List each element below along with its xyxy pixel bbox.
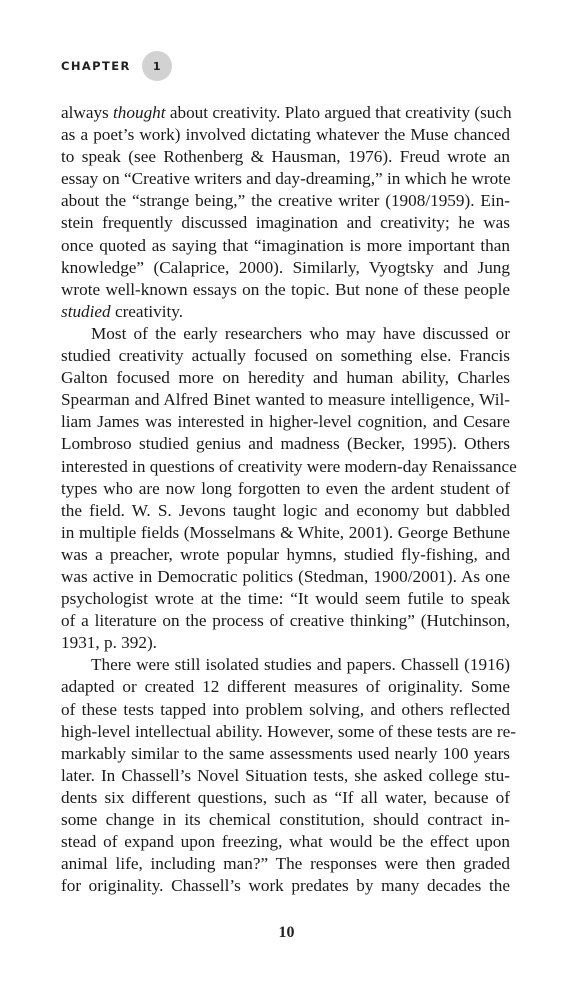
text-run: Most of the early researchers who may have discussed or (91, 323, 510, 343)
text-run: about the “strange being,” the creative writer (1908/1959). Ein- (61, 191, 510, 211)
text-line (61, 257, 510, 279)
text-run: liam James was interested in higher-level cognition, and Cesare (61, 412, 510, 432)
text-line (61, 124, 510, 146)
text-line (61, 146, 510, 168)
text-line (61, 743, 510, 765)
text-line (61, 721, 516, 743)
text-line (61, 367, 510, 389)
text-line (61, 323, 510, 345)
text-run: high-level intellectual ability. However, some of these tests are re- (61, 721, 516, 741)
text-line (61, 500, 510, 522)
text-run: of a literature on the process of creative thinking” (Hutchinson, (61, 611, 510, 631)
text-line (61, 676, 510, 698)
text-line (61, 190, 510, 212)
text-run: stead of expand upon freezing, what would be the effect upon (61, 832, 510, 852)
text-run: once quoted as saying that “imagination is more important than (61, 235, 510, 255)
text-run: adapted or created 12 different measures of originality. Some (61, 677, 510, 697)
text-line (61, 389, 510, 411)
text-line (61, 168, 510, 190)
running-header (61, 51, 172, 81)
text-line (61, 544, 510, 566)
text-line (61, 588, 510, 610)
paragraph (61, 102, 510, 323)
text-run: interested in questions of creativity were modern-day Renaissance (61, 456, 517, 476)
text-line (61, 522, 510, 544)
text-run: Galton focused more on heredity and human ability, Charles (61, 368, 510, 388)
text-line (61, 699, 510, 721)
paragraph (61, 654, 516, 897)
text-run: animal life, including man?” The responses were then graded (61, 854, 510, 874)
text-line (61, 632, 510, 654)
page-number: 10 (278, 924, 295, 941)
text-run: markably similar to the same assessments used nearly 100 years (61, 743, 510, 763)
text-run: as a poet’s work) involved dictating whatever the Muse chanced (61, 125, 510, 145)
text-run: to speak (see Rothenberg & Hausman, 1976). Freud wrote an (61, 147, 510, 167)
text-line (61, 566, 510, 588)
text-line (61, 787, 510, 809)
text-run: some change in its chemical constitution, should contract in- (61, 810, 510, 829)
text-run: 1931, p. 392). (61, 633, 157, 653)
text-run: was active in Democratic politics (Stedman, 1900/2001). As one (61, 566, 510, 586)
text-run: There were still isolated studies and papers. Chassell (1916) (91, 655, 510, 675)
text-run: Spearman and Alfred Binet wanted to measure intelligence, Wil- (61, 390, 510, 410)
text-run: dents six different questions, such as “If all water, because of (61, 787, 510, 807)
body-text (61, 102, 517, 897)
text-line (61, 478, 510, 500)
text-run: was a preacher, wrote popular hymns, studied fly-fishing, and (61, 544, 510, 564)
text-line (61, 102, 510, 124)
text-line (61, 853, 510, 875)
text-line (61, 212, 510, 234)
paragraph (61, 323, 517, 654)
text-run: creativity. (110, 301, 184, 321)
text-run: wrote well-known essays on the topic. But none of these people (61, 279, 510, 299)
italic-text: thought (113, 103, 166, 122)
text-line (61, 875, 510, 897)
text-run: stein frequently discussed imagination and creativity; he was (61, 213, 510, 233)
text-line (61, 235, 510, 257)
text-run: of these tests tapped into problem solving, and others reflected (61, 699, 510, 719)
text-run: always (61, 103, 114, 122)
text-line (61, 610, 510, 632)
text-run: knowledge” (Calaprice, 2000). Similarly, Vyogtsky and Jung (61, 257, 510, 277)
italic-text: studied (61, 301, 111, 321)
text-line (61, 809, 510, 831)
text-line (61, 301, 510, 323)
text-line (61, 433, 510, 455)
text-run: studied creativity actually focused on something else. Francis (61, 346, 510, 366)
text-line (61, 654, 510, 676)
text-run: Lombroso studied genius and madness (Becker, 1995). Others (61, 434, 510, 454)
text-run: essay on “Creative writers and day-dreaming,” in which he wrote (61, 169, 511, 189)
text-run: for originality. Chassell’s work predates by many decades the (61, 876, 510, 896)
chapter-number-badge: 1 (142, 51, 172, 81)
text-run: in multiple fields (Mosselmans & White, 2001). George Bethune (61, 522, 510, 542)
text-run: types who are now long forgotten to even the ardent student of (61, 478, 510, 498)
chapter-label: CHAPTER (61, 59, 131, 73)
text-line (61, 765, 510, 787)
text-run: about creativity. Plato argued that creativity (such (165, 103, 512, 122)
text-line (61, 345, 510, 367)
text-line (61, 279, 510, 301)
text-line (61, 456, 517, 478)
text-run: the field. W. S. Jevons taught logic and economy but dabbled (61, 500, 510, 520)
text-run: later. In Chassell’s Novel Situation tests, she asked college stu- (61, 765, 510, 785)
text-run: psychologist wrote at the time: “It would seem futile to speak (61, 589, 510, 609)
text-line (61, 411, 510, 433)
text-line (61, 831, 510, 853)
